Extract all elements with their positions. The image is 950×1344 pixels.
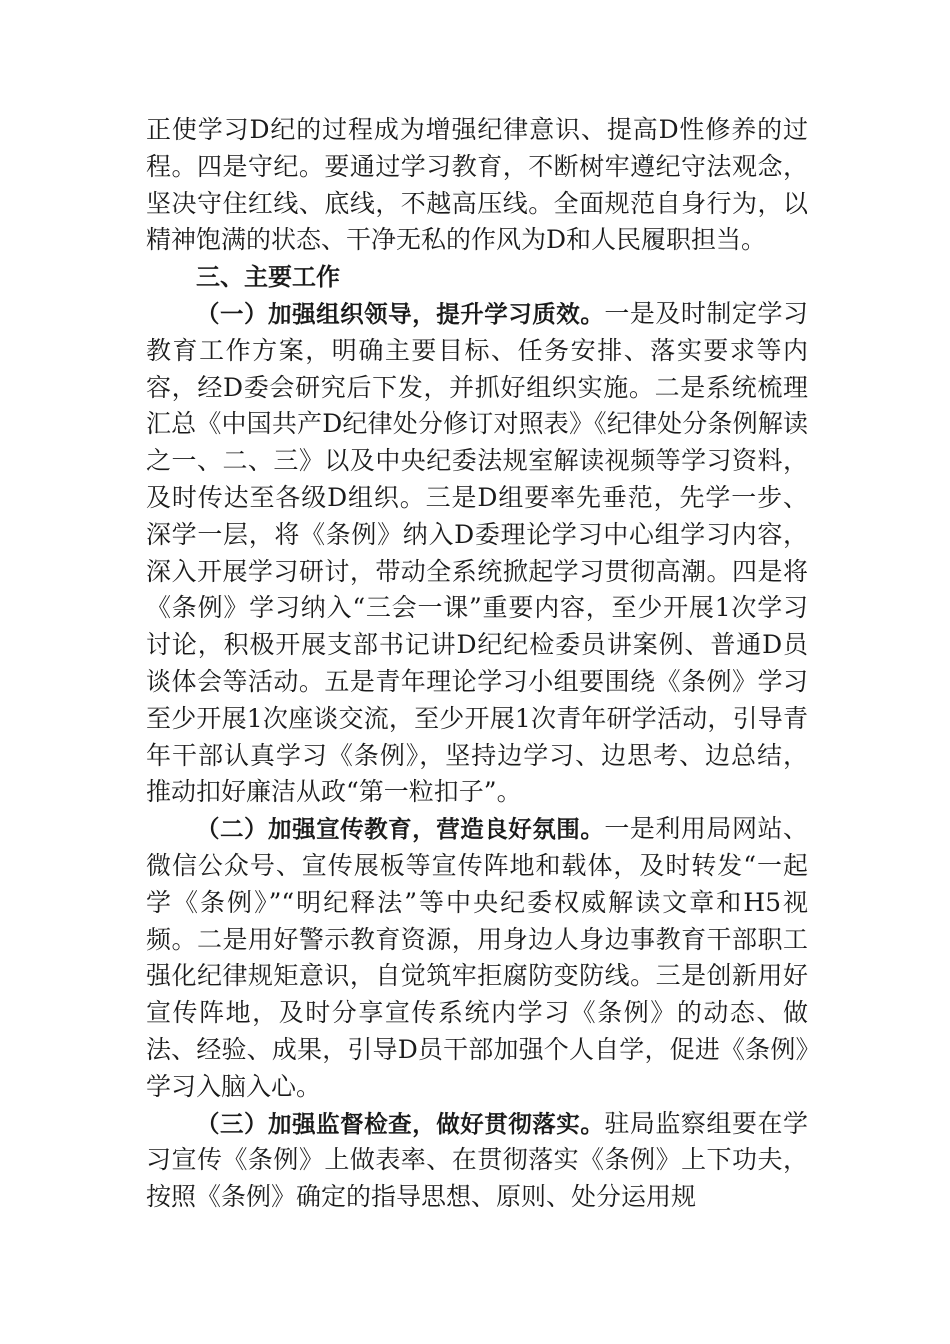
paragraph-item-2 <box>146 811 808 1105</box>
item-2-lead: （二）加强宣传教育，营造良好氛围。 <box>196 815 605 844</box>
item-1-lead: （一）加强组织领导，提升学习质效。 <box>196 299 605 328</box>
document-body <box>146 112 808 1216</box>
item-3-lead: （三）加强监督检查，做好贯彻落实。 <box>196 1109 605 1138</box>
section-heading: 三、主要工作 <box>196 263 340 292</box>
item-1-body: 一是及时制定学习教育工作方案，明确主要目标、任务安排、落实要求等内容，经D委会研究后下发，并抓好组织实施。二是系统梳理汇总《中国共产D纪律处分修订对照表》《纪律处分条例解读之一、二、三》以及中央纪委法规室解读视频等学习资料，及时传达至各级D组织。三是D组要率先垂范，先学一步、深学一层，将《条例》纳入D委理论学习中心组学习内容，深入开展学习研讨，带动全系统掀起学习贯彻高潮。四是将《条例》学习纳入“三会一课”重要内容，至少开展1次学习讨论，积极开展支部书记讲D纪纪检委员讲案例、普通D员谈体会等活动。五是青年理论学习小组要围绕《条例》学习至少开展1次座谈交流，至少开展1次青年研学活动，引导青年干部认真学习《条例》，坚持边学习、边思考、边总结，推动扣好廉洁从政“第一粒扣子”。 <box>146 298 808 807</box>
paragraph-item-1 <box>146 296 808 811</box>
item-2-body: 一是利用局网站、微信公众号、宣传展板等宣传阵地和载体，及时转发“一起学《条例》”“明纪释法”等中央纪委权威解读文章和H5视频。二是用好警示教育资源，用身边人身边事教育干部职工强化纪律规矩意识，自觉筑牢拒腐防变防线。三是创新用好宣传阵地，及时分享宣传系统内学习《条例》的动态、做法、经验、成果，引导D员干部加强个人自学，促进《条例》学习入脑入心。 <box>146 814 808 1101</box>
paragraph-continued: 正使学习D纪的过程成为增强纪律意识、提高D性修养的过程。四是守纪。要通过学习教育，不断树牢遵纪守法观念，坚决守住红线、底线，不越高压线。全面规范自身行为，以精神饱满的状态、干净无私的作风为D和人民履职担当。 <box>146 115 808 255</box>
paragraph-item-3 <box>146 1106 808 1216</box>
item-3-body: 驻局监察组要在学习宣传《条例》上做表率、在贯彻落实《条例》上下功夫，按照《条例》确定的指导思想、原则、处分运用规 <box>146 1108 808 1212</box>
